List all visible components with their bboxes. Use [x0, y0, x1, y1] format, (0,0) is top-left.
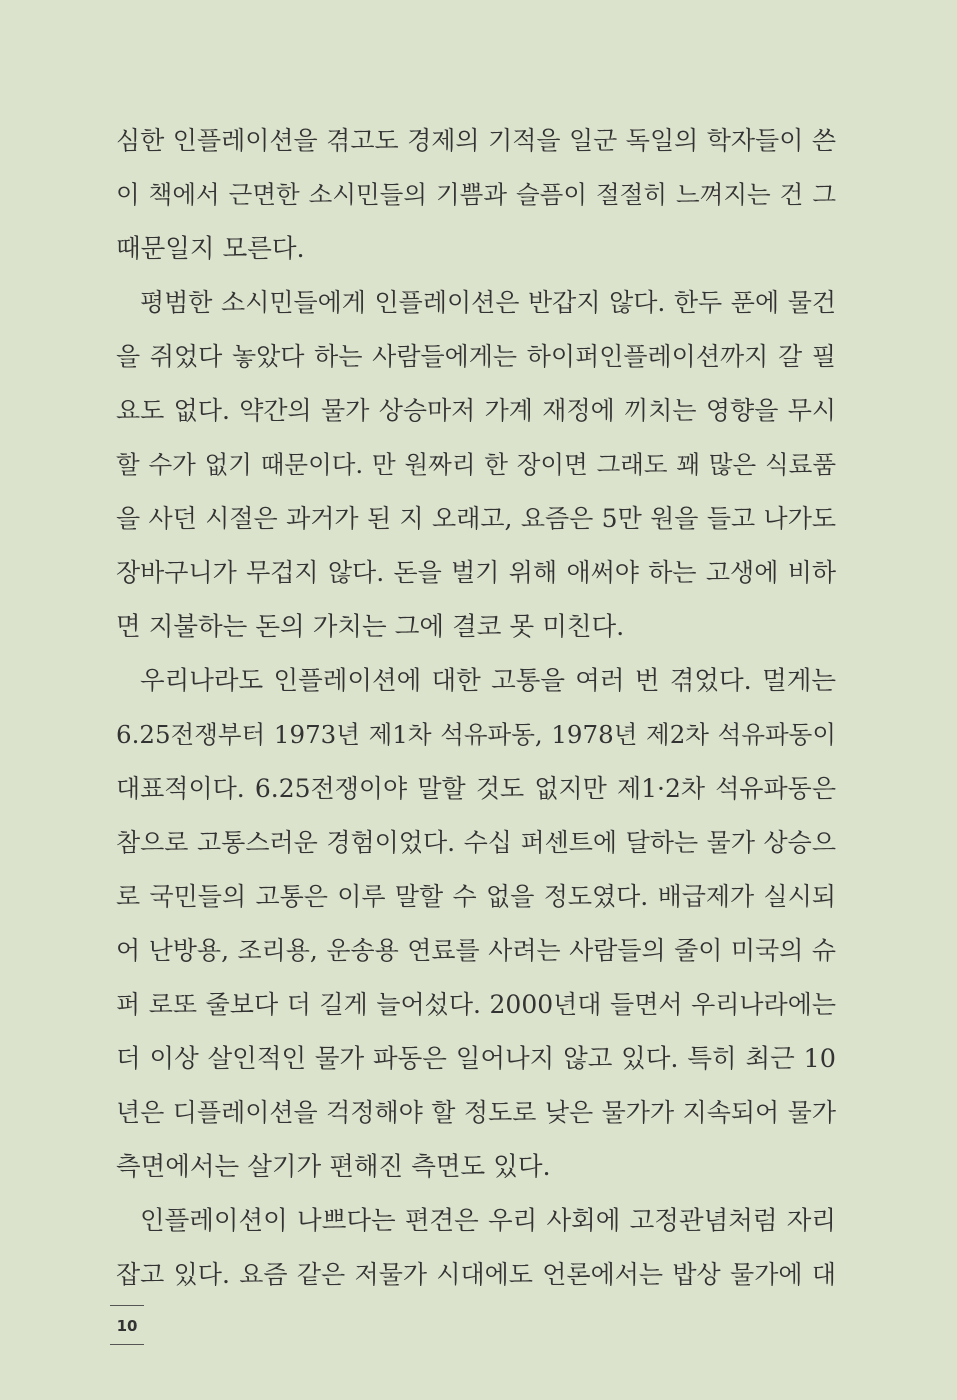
page-number-bottom-rule [110, 1344, 144, 1345]
paragraph-first-line: 인플레이션이 나쁘다는 편견은 우리 사회에 고정관념처럼 자리 [140, 1206, 836, 1236]
text-line: 잡고 있다. 요즘 같은 저물가 시대에도 언론에서는 밥상 물가에 대 [116, 1260, 836, 1289]
text-line: 더 이상 살인적인 물가 파동은 일어나지 않고 있다. 특히 최근 10 [116, 1044, 836, 1074]
text-line: 장바구니가 무겁지 않다. 돈을 벌기 위해 애써야 하는 고생에 비하 [116, 558, 836, 587]
text-line: 로 국민들의 고통은 이루 말할 수 없을 정도였다. 배급제가 실시되 [116, 882, 836, 911]
text-line: 요도 없다. 약간의 물가 상승마저 가계 재정에 끼치는 영향을 무시 [116, 396, 836, 425]
text-line: 을 쥐었다 놓았다 하는 사람들에게는 하이퍼인플레이션까지 갈 필 [116, 342, 836, 371]
text-line: 6.25전쟁부터 1973년 제1차 석유파동, 1978년 제2차 석유파동이 [116, 720, 836, 749]
page-number-box [110, 1305, 144, 1345]
body-text [116, 118, 836, 1306]
paragraph-first-line: 평범한 소시민들에게 인플레이션은 반갑지 않다. 한두 푼에 물건 [140, 288, 836, 317]
text-line: 측면에서는 살기가 편해진 측면도 있다. [116, 1152, 551, 1182]
text-line: 때문일지 모른다. [116, 234, 305, 264]
text-line: 이 책에서 근면한 소시민들의 기쁨과 슬픔이 절절히 느껴지는 건 그 [116, 180, 836, 209]
text-line: 대표적이다. 6.25전쟁이야 말할 것도 없지만 제1·2차 석유파동은 [116, 774, 836, 803]
text-line: 을 사던 시절은 과거가 된 지 오래고, 요즘은 5만 원을 들고 나가도 [116, 504, 836, 533]
text-line: 할 수가 없기 때문이다. 만 원짜리 한 장이면 그래도 꽤 많은 식료품 [116, 450, 836, 479]
page-number: 10 [116, 1317, 138, 1335]
text-line: 심한 인플레이션을 겪고도 경제의 기적을 일군 독일의 학자들이 쓴 [116, 126, 836, 155]
page-number-top-rule [110, 1305, 144, 1306]
text-line: 면 지불하는 돈의 가치는 그에 결코 못 미친다. [116, 612, 625, 642]
paragraph-first-line: 우리나라도 인플레이션에 대한 고통을 여러 번 겪었다. 멀게는 [140, 666, 836, 696]
text-line: 참으로 고통스러운 경험이었다. 수십 퍼센트에 달하는 물가 상승으 [116, 828, 836, 857]
text-line: 퍼 로또 줄보다 더 길게 늘어섰다. 2000년대 들면서 우리나라에는 [116, 990, 836, 1019]
text-line: 년은 디플레이션을 걱정해야 할 정도로 낮은 물가가 지속되어 물가 [116, 1098, 836, 1127]
text-line: 어 난방용, 조리용, 운송용 연료를 사려는 사람들의 줄이 미국의 슈 [116, 936, 836, 965]
